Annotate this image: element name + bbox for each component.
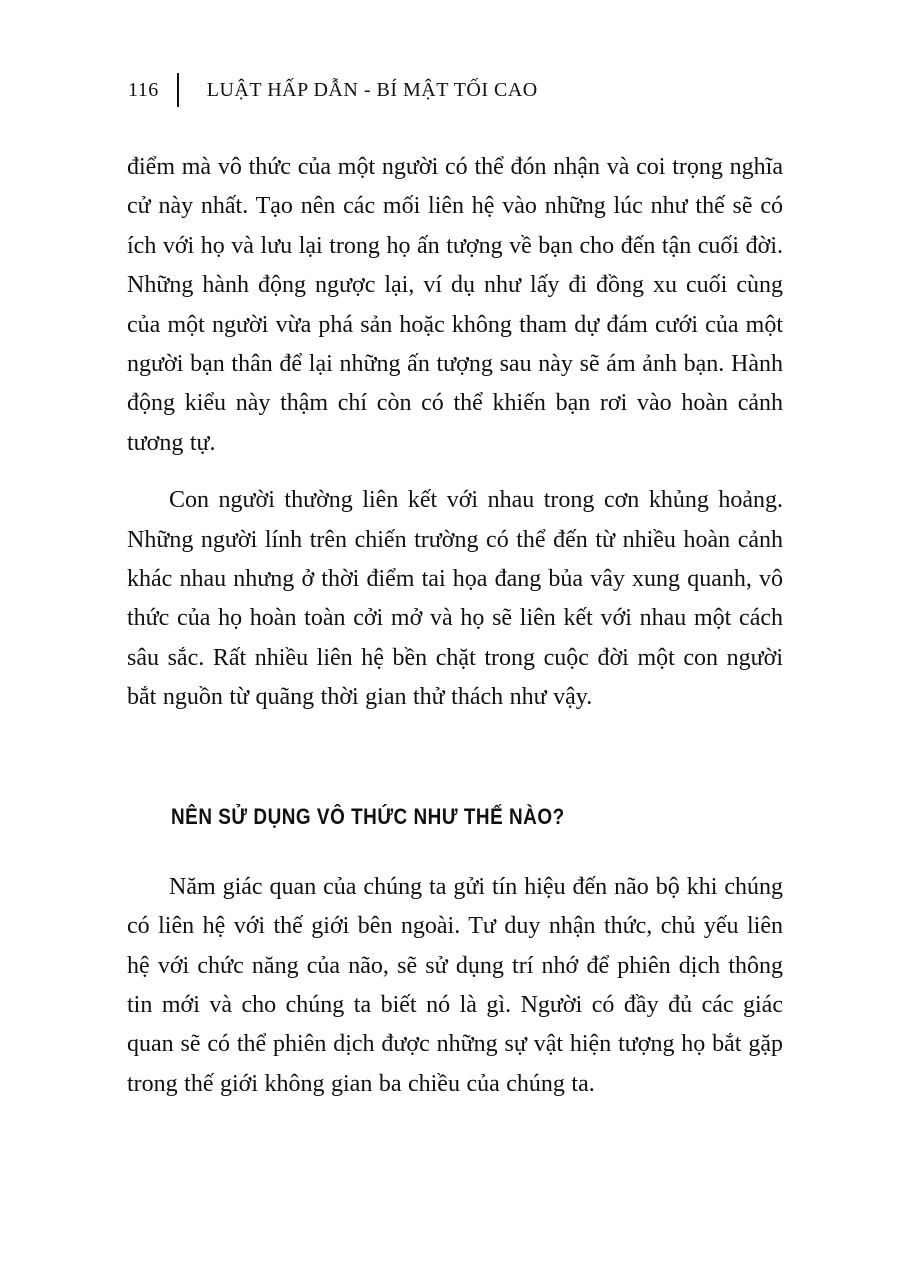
page-body [127, 148, 783, 1104]
running-header [128, 70, 538, 110]
page-number: 116 [128, 78, 159, 101]
paragraph-crisis-bonding: Con người thường liên kết với nhau trong cơn khủng hoảng. Những người lính trên chiến trường có thể đến từ nhiều hoàn cảnh khác nhau nhưng ở thời điểm tai họa đang bủa vây xung quanh, vô thức của họ hoàn toàn cởi mở và họ sẽ liên kết với nhau một cách sâu sắc. Rất nhiều liên hệ bền chặt trong cuộc đời một con người bắt nguồn từ quãng thời gian thử thách như vậy. [127, 487, 783, 711]
paragraph-gap [127, 463, 783, 481]
paragraph-continuation: điểm mà vô thức của một người có thể đón nhận và coi trọng nghĩa cử này nhất. Tạo nên các mối liên hệ vào những lúc như thế sẽ có ích với họ và lưu lại trong họ ấn tượng về bạn cho đến tận cuối đời. Những hành động ngược lại, ví dụ như lấy đi đồng xu cuối cùng của một người vừa phá sản hoặc không tham dự đám cưới của một người bạn thân để lại những ấn tượng sau này sẽ ám ảnh bạn. Hành động kiểu này thậm chí còn có thể khiến bạn rơi vào hoàn cảnh tương tự. [127, 154, 783, 456]
book-title: LUẬT HẤP DẪN - BÍ MẬT TỐI CAO [206, 78, 538, 101]
header-divider [177, 73, 179, 107]
paragraph-five-senses: Năm giác quan của chúng ta gửi tín hiệu đến não bộ khi chúng có liên hệ với thế giới bên ngoài. Tư duy nhận thức, chủ yếu liên hệ với chức năng của não, sẽ sử dụng trí nhớ để phiên dịch thông tin mới và cho chúng ta biết nó là gì. Người có đầy đủ các giác quan sẽ có thể phiên dịch được những sự vật hiện tượng họ bắt gặp trong thế giới không gian ba chiều của chúng ta. [127, 873, 783, 1097]
section-heading: NÊN SỬ DỤNG VÔ THỨC NHƯ THẾ NÀO? [171, 803, 565, 829]
